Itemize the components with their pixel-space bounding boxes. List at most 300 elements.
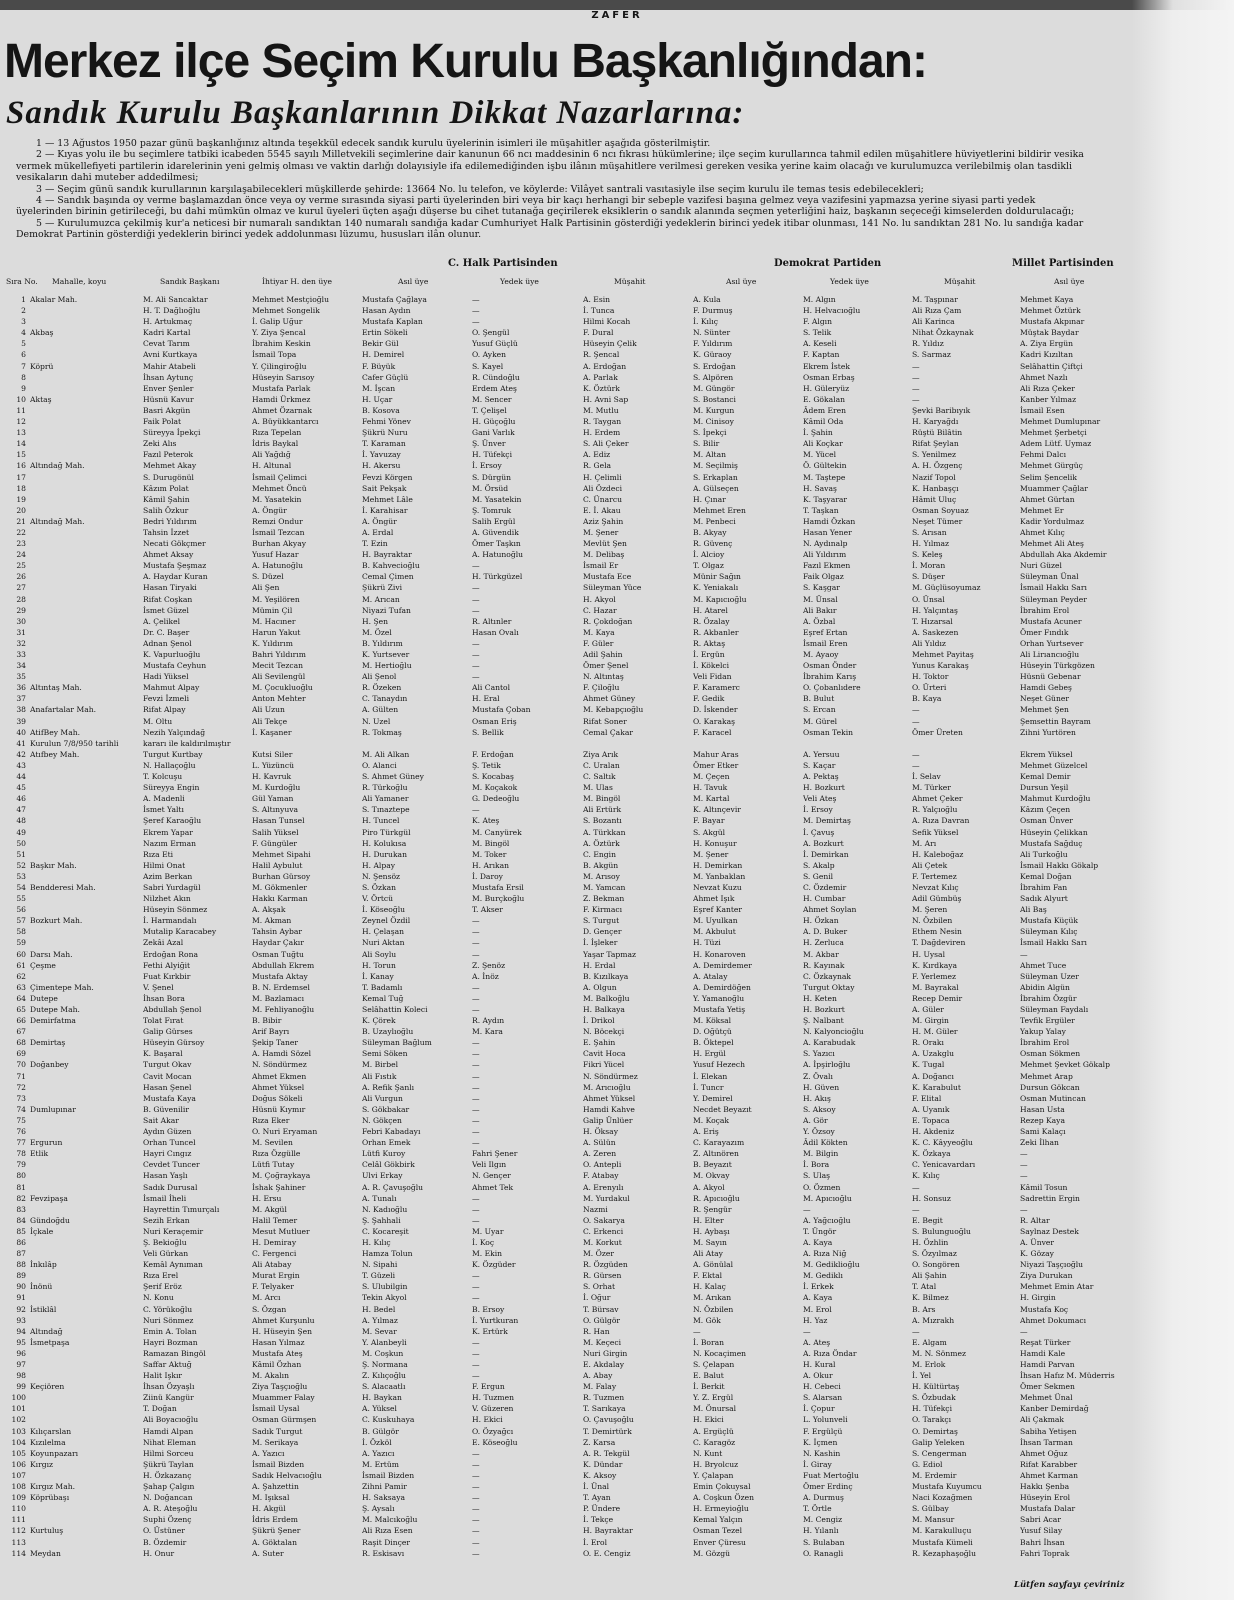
cell-mp-asil-uye: Zeki İlhan bbox=[1020, 1138, 1059, 1148]
cell-sandik-baskani: Necati Gökçmer bbox=[143, 539, 206, 549]
table-row bbox=[0, 1481, 1234, 1492]
cell-chp-asil-uye: H. Akersu bbox=[362, 461, 401, 471]
cell-dp-yedek-uye: A. Özbal bbox=[803, 616, 836, 626]
cell-dp-asil-uye: İ. Tuncr bbox=[693, 1082, 724, 1092]
cell-mp-asil-uye: Kanber Yılmaz bbox=[1020, 394, 1077, 404]
cell-sira-no: 48 bbox=[16, 816, 26, 826]
cell-ihtiyar-uye: F. Telyaker bbox=[252, 1282, 294, 1292]
table-row bbox=[0, 438, 1234, 449]
cell-dp-yedek-uye: Ahmet Soylan bbox=[803, 905, 857, 915]
cell-ihtiyar-uye: M. Akalın bbox=[252, 1371, 289, 1381]
cell-ihtiyar-uye: Abdullah Ekrem bbox=[252, 960, 315, 970]
cell-dp-yedek-uye: Z. Övalı bbox=[803, 1071, 833, 1081]
cell-sandik-baskani: Avni Kurtkaya bbox=[143, 350, 198, 360]
cell-ihtiyar-uye: Rıza Tepelan bbox=[252, 428, 302, 438]
cell-dp-yedek-uye: İ. Giray bbox=[803, 1459, 832, 1469]
cell-chp-yedek-uye: Mustafa Çoban bbox=[472, 705, 531, 715]
cell-sira-no: 20 bbox=[16, 505, 26, 515]
cell-chp-asil-uye: Bekir Gül bbox=[362, 339, 399, 349]
cell-sandik-baskani: Hüseyin Sönmez bbox=[143, 905, 208, 915]
cell-mp-asil-uye: Kadri Kızıltan bbox=[1020, 350, 1073, 360]
cell-sandik-baskani: Süreyya Engin bbox=[143, 783, 200, 793]
cell-mp-asil-uye: R. Altar bbox=[1020, 1215, 1050, 1225]
cell-chp-musahit: M. Yurdakul bbox=[583, 1193, 630, 1203]
cell-sira-no: 16 bbox=[16, 461, 26, 471]
table-row bbox=[0, 749, 1234, 760]
cell-ihtiyar-uye: Anton Mehter bbox=[252, 694, 306, 704]
cell-dp-musahit: M. Arı bbox=[912, 838, 937, 848]
cell-sandik-baskani: A. Haydar Kuran bbox=[143, 572, 208, 582]
table-row bbox=[0, 616, 1234, 627]
cell-ihtiyar-uye: K. Yıldırım bbox=[252, 638, 293, 648]
cell-ihtiyar-uye: Osman Gürmşen bbox=[252, 1415, 317, 1425]
cell-ihtiyar-uye: İdris Baykal bbox=[252, 439, 299, 449]
cell-chp-musahit: A. Abay bbox=[583, 1371, 613, 1381]
cell-ihtiyar-uye: M. Çoğraykaya bbox=[252, 1171, 311, 1181]
cell-ihtiyar-uye: Yusuf Hazar bbox=[252, 550, 299, 560]
cell-chp-musahit: N. Söndürmez bbox=[583, 1071, 638, 1081]
table-row bbox=[0, 1059, 1234, 1070]
cell-dp-yedek-uye: S. Ercan bbox=[803, 705, 836, 715]
cell-ihtiyar-uye: Ahmet Ekmen bbox=[252, 1071, 307, 1081]
cell-dp-asil-uye: B. Akyay bbox=[693, 527, 727, 537]
cell-ihtiyar-uye: İ. Galip Uğur bbox=[252, 317, 303, 327]
cell-dp-musahit: A. Doğancı bbox=[912, 1071, 954, 1081]
cell-sira-no: 114 bbox=[11, 1548, 26, 1558]
cell-sandik-baskani: Kâmil Şahin bbox=[143, 494, 190, 504]
cell-dp-asil-uye: K. Altınçevir bbox=[693, 805, 741, 815]
cell-dp-asil-uye: M. Okvay bbox=[693, 1171, 730, 1181]
cell-sira-no: 14 bbox=[16, 439, 26, 449]
cell-dp-asil-uye: M. Cinisoy bbox=[693, 417, 734, 427]
cell-ihtiyar-uye: Doğus Sökeli bbox=[252, 1093, 303, 1103]
cell-mp-asil-uye: Osman Sökmen bbox=[1020, 1049, 1081, 1059]
table-row bbox=[0, 1326, 1234, 1337]
table-row bbox=[0, 1248, 1234, 1259]
cell-sira-no: 88 bbox=[16, 1260, 26, 1270]
cell-chp-asil-uye: M. Arıcan bbox=[362, 594, 400, 604]
cell-dp-yedek-uye: O. Ranagli bbox=[803, 1548, 844, 1558]
cell-mp-asil-uye: Mahmut Kurdoğlu bbox=[1020, 794, 1091, 804]
cell-ihtiyar-uye: M. Kurdoğlu bbox=[252, 783, 301, 793]
table-row bbox=[0, 727, 1234, 738]
table-row bbox=[0, 1414, 1234, 1425]
cell-chp-musahit: Galip Ünlüer bbox=[583, 1115, 633, 1125]
cell-dp-yedek-uye: L. Yolunveli bbox=[803, 1415, 848, 1425]
cell-chp-asil-uye: Ş. Aysalı bbox=[362, 1504, 395, 1514]
cell-mahalle: Demirfatma bbox=[30, 1016, 76, 1026]
cell-chp-musahit: Ahmet Yüksel bbox=[583, 1093, 636, 1103]
cell-dp-asil-uye: İ. Alcioy bbox=[693, 550, 725, 560]
cell-chp-asil-uye: N. Kadıoğlu bbox=[362, 1204, 408, 1214]
cell-chp-yedek-uye: — bbox=[472, 1193, 480, 1203]
cell-ihtiyar-uye: Mümin Çil bbox=[252, 605, 293, 615]
cell-ihtiyar-uye: Kutsi Siler bbox=[252, 749, 293, 759]
cell-dp-musahit: H. Kültürtaş bbox=[912, 1382, 960, 1392]
cell-dp-asil-uye: S. Erdoğan bbox=[693, 361, 736, 371]
cell-chp-asil-uye: K. Çörek bbox=[362, 1016, 396, 1026]
cell-dp-asil-uye: O. Karakaş bbox=[693, 716, 735, 726]
cell-mahalle: Dumlupınar bbox=[30, 1104, 76, 1114]
cell-ihtiyar-uye: A. Suter bbox=[252, 1548, 284, 1558]
cell-chp-musahit: Aziz Şahin bbox=[583, 516, 624, 526]
cell-dp-musahit: H. Özhlin bbox=[912, 1237, 949, 1247]
cell-dp-asil-uye: Ali Atay bbox=[693, 1249, 723, 1259]
cell-chp-musahit: R. Gürsen bbox=[583, 1271, 622, 1281]
cell-chp-musahit: A. Parlak bbox=[583, 372, 618, 382]
cell-ihtiyar-uye: H. Hüseyin Şen bbox=[252, 1326, 312, 1336]
cell-dp-asil-uye: H. Aybaşı bbox=[693, 1226, 730, 1236]
cell-sira-no: 106 bbox=[11, 1459, 26, 1469]
cell-sira-no: 23 bbox=[16, 539, 26, 549]
cell-chp-musahit: M. Balkoğlu bbox=[583, 993, 630, 1003]
cell-mahalle: Bendderesi Mah. bbox=[30, 882, 96, 892]
cell-dp-asil-uye: M. Kurgun bbox=[693, 405, 735, 415]
cell-ihtiyar-uye: Halil Aybulut bbox=[252, 860, 303, 870]
cell-chp-yedek-uye: — bbox=[472, 993, 480, 1003]
cell-dp-yedek-uye: M. Algın bbox=[803, 295, 836, 304]
cell-dp-yedek-uye: İ. Demirkan bbox=[803, 849, 849, 859]
cell-mahalle: Altıntaş Mah. bbox=[30, 683, 82, 693]
cell-ihtiyar-uye: Ziya Taşçıoğlu bbox=[252, 1382, 308, 1392]
cell-dp-musahit: M. Bayrakal bbox=[912, 982, 959, 992]
cell-dp-asil-uye: M. Kapıcıoğlu bbox=[693, 594, 747, 604]
cell-ihtiyar-uye: Mehmet Sipahi bbox=[252, 849, 311, 859]
cell-dp-yedek-uye: Ö. Gültekin bbox=[803, 461, 847, 471]
cell-chp-yedek-uye: — bbox=[472, 1348, 480, 1358]
section-mp: Millet Partisinden bbox=[1012, 258, 1114, 269]
cell-sandik-baskani: Nezih Yalçındağ bbox=[143, 727, 206, 737]
cell-chp-musahit: R. Özgüden bbox=[583, 1260, 628, 1270]
cell-dp-musahit: Ethem Nesin bbox=[912, 927, 962, 937]
cell-ihtiyar-uye: Hüseyin Sarısoy bbox=[252, 372, 315, 382]
table-row bbox=[0, 1082, 1234, 1093]
cell-chp-yedek-uye: Fahri Şener bbox=[472, 1149, 518, 1159]
cell-ihtiyar-uye: B. N. Erdemsel bbox=[252, 982, 310, 992]
cell-dp-asil-uye: D. Oğütçü bbox=[693, 1027, 732, 1037]
notice-item: 2 — Kıyas yolu ile bu seçimlere tatbiki icabeden 5545 sayılı Milletvekili seçimlerine dair kanunun 66 ncı maddesinin 6 ncı fıkrası hükümlerine; ilçe seçim kurullarınca tahmil edilen müşahitlere hüviyetlerini bildirir vesika vermek mükellefiyeti partilerin idarelerinin yeni gelmiş olması ve vaktin darlığı dolayısiyle ifa edilemediğinden işbu ilânın müşahitlere verilmesi gereken vesika yerine kaim olacağı ve kurulumuzca verilebilmiş olan tasdikli vesikaların dahi muteber addedilmesi; bbox=[16, 149, 1084, 184]
cell-ihtiyar-uye: H. Akgül bbox=[252, 1504, 286, 1514]
table-row bbox=[0, 882, 1234, 893]
cell-mp-asil-uye: İsmail Hakkı Sarı bbox=[1020, 938, 1087, 948]
table-row bbox=[0, 1226, 1234, 1237]
cell-dp-musahit: H. Karyağdı bbox=[912, 417, 959, 427]
cell-dp-asil-uye: İ. Kökelci bbox=[693, 661, 730, 671]
cell-chp-asil-uye: A. R. Çavuşoğlu bbox=[362, 1182, 424, 1192]
cell-sira-no: 36 bbox=[16, 683, 26, 693]
cell-dp-yedek-uye: C. Özkaynak bbox=[803, 971, 852, 981]
cell-chp-yedek-uye: — bbox=[472, 1459, 480, 1469]
cell-dp-asil-uye: Mahur Aras bbox=[693, 749, 739, 759]
cell-chp-yedek-uye: — bbox=[472, 1049, 480, 1059]
cell-chp-yedek-uye: Salih Ergül bbox=[472, 516, 516, 526]
cell-sandik-baskani: Ali Boyacıoğlu bbox=[143, 1415, 199, 1425]
cell-sandik-baskani: Rifat Coşkan bbox=[143, 594, 193, 604]
cell-dp-yedek-uye: İsmail Eren bbox=[803, 638, 848, 648]
cell-chp-yedek-uye: M. Örsüd bbox=[472, 483, 509, 493]
cell-chp-musahit: Z. Karsa bbox=[583, 1437, 616, 1447]
cell-mp-asil-uye: Ömer Fındık bbox=[1020, 627, 1069, 637]
cell-sira-no: 53 bbox=[16, 871, 26, 881]
cell-sandik-baskani: Sezih Erkan bbox=[143, 1215, 190, 1225]
cell-dp-asil-uye: Enver Çüresu bbox=[693, 1537, 746, 1547]
cell-dp-asil-uye: H. Tavuk bbox=[693, 783, 728, 793]
cell-dp-yedek-uye: S. Kaşgar bbox=[803, 583, 840, 593]
cell-sira-no: 46 bbox=[16, 794, 26, 804]
cell-dp-yedek-uye: H. Akış bbox=[803, 1093, 831, 1103]
cell-chp-asil-uye: C. Tanaydın bbox=[362, 694, 408, 704]
cell-dp-asil-uye: M. Arıkan bbox=[693, 1293, 732, 1303]
cell-dp-musahit: Yunus Karakaş bbox=[912, 661, 969, 671]
cell-mp-asil-uye: — bbox=[1020, 1204, 1028, 1214]
cell-sandik-baskani: Tahsin İzzet bbox=[143, 527, 190, 537]
cell-chp-musahit: O. E. Cengiz bbox=[583, 1548, 631, 1558]
cell-chp-yedek-uye: — bbox=[472, 1215, 480, 1225]
cell-chp-yedek-uye: H. Arıkan bbox=[472, 860, 510, 870]
cell-dp-yedek-uye: M. Bilgin bbox=[803, 1149, 839, 1159]
cell-dp-musahit: S. Yenilmez bbox=[912, 450, 957, 460]
cell-dp-yedek-uye: Y. Özsoy bbox=[803, 1127, 835, 1137]
table-row bbox=[0, 416, 1234, 427]
cell-dp-asil-uye: H. Çınar bbox=[693, 494, 726, 504]
cell-dp-asil-uye: F. Karacel bbox=[693, 727, 732, 737]
cell-ihtiyar-uye: Osman Tuğtu bbox=[252, 949, 304, 959]
cell-dp-asil-uye: M. Gök bbox=[693, 1315, 721, 1325]
table-row bbox=[0, 904, 1234, 915]
cell-chp-asil-uye: Zeynel Özdil bbox=[362, 916, 411, 926]
cell-dp-yedek-uye: — bbox=[803, 1204, 811, 1214]
cell-mp-asil-uye: Kâmil Tosun bbox=[1020, 1182, 1068, 1192]
cell-dp-musahit: — bbox=[912, 716, 920, 726]
cell-sira-no: 39 bbox=[16, 716, 26, 726]
cell-dp-asil-uye: Veli Fidan bbox=[693, 672, 732, 682]
table-row bbox=[0, 1026, 1234, 1037]
cell-mp-asil-uye: Rezep Kaya bbox=[1020, 1115, 1065, 1125]
cell-mp-asil-uye: Rifat Karabber bbox=[1020, 1459, 1078, 1469]
cell-dp-musahit: Mustafa Kümeli bbox=[912, 1537, 973, 1547]
cell-chp-yedek-uye: B. Ersoy bbox=[472, 1304, 505, 1314]
cell-dp-musahit: T. Dağdeviren bbox=[912, 938, 966, 948]
cell-chp-musahit: İsmail Er bbox=[583, 561, 619, 571]
cell-dp-musahit: M. N. Sönmez bbox=[912, 1348, 966, 1358]
table-row bbox=[0, 638, 1234, 649]
cell-chp-yedek-uye: G. Dedeoğlu bbox=[472, 794, 520, 804]
cell-dp-musahit: H. Toktor bbox=[912, 672, 949, 682]
cell-dp-yedek-uye: H. Güven bbox=[803, 1082, 840, 1092]
cell-mp-asil-uye: Muammer Çağlar bbox=[1020, 483, 1088, 493]
cell-dp-musahit: İ. Yel bbox=[912, 1371, 932, 1381]
cell-mp-asil-uye: Tevfik Ergüler bbox=[1020, 1016, 1075, 1026]
cell-chp-asil-uye: Süleyman Bağlum bbox=[362, 1038, 432, 1048]
table-row bbox=[0, 1159, 1234, 1170]
cell-dp-yedek-uye: S. Genil bbox=[803, 871, 834, 881]
cell-dp-asil-uye: S. Akgül bbox=[693, 827, 726, 837]
cell-sira-no: 38 bbox=[16, 705, 26, 715]
cell-chp-yedek-uye: H. Tuzmen bbox=[472, 1393, 514, 1403]
cell-dp-musahit: Naci Kozağmen bbox=[912, 1493, 973, 1503]
cell-chp-musahit: H. Öksay bbox=[583, 1127, 618, 1137]
cell-dp-yedek-uye: N. Aydınalp bbox=[803, 539, 848, 549]
cell-mahalle: Dutepe bbox=[30, 993, 58, 1003]
table-row bbox=[0, 693, 1234, 704]
cell-chp-musahit: P. Ündere bbox=[583, 1504, 621, 1514]
cell-mp-asil-uye: Müştak Baydar bbox=[1020, 328, 1079, 338]
cell-chp-yedek-uye: H. Güçoğlu bbox=[472, 417, 516, 427]
cell-chp-yedek-uye: Hasan Ovalı bbox=[472, 627, 519, 637]
cell-dp-musahit: H. Akdeniz bbox=[912, 1127, 955, 1137]
cell-dp-asil-uye: A. Demirdöğen bbox=[693, 982, 751, 992]
cell-dp-asil-uye: N. Kunt bbox=[693, 1448, 723, 1458]
cell-chp-musahit: F. Güler bbox=[583, 638, 614, 648]
cell-chp-asil-uye: Fehmi Yönev bbox=[362, 417, 411, 427]
cell-sandik-baskani: Hayri Bozman bbox=[143, 1337, 198, 1347]
cell-dp-yedek-uye: S. Kaçar bbox=[803, 760, 836, 770]
cell-ihtiyar-uye: İsmail Çelimci bbox=[252, 472, 307, 482]
cell-chp-musahit: Cemal Çakar bbox=[583, 727, 633, 737]
cell-sandik-baskani: Hilmi Onat bbox=[143, 860, 186, 870]
cell-chp-yedek-uye: S. Bellik bbox=[472, 727, 504, 737]
cell-chp-musahit: T. Sarıkaya bbox=[583, 1404, 626, 1414]
cell-chp-asil-uye: R. Türkoğlu bbox=[362, 783, 408, 793]
masthead: ZAFER bbox=[591, 10, 643, 21]
cell-chp-musahit: M. Ulas bbox=[583, 783, 613, 793]
table-row bbox=[0, 1137, 1234, 1148]
cell-dp-musahit: A. Rıza Davran bbox=[912, 816, 970, 826]
cell-sira-no: 56 bbox=[16, 905, 26, 915]
cell-dp-asil-uye: F. Durmuş bbox=[693, 306, 733, 316]
cell-dp-asil-uye: H. Ekici bbox=[693, 1415, 724, 1425]
cell-dp-asil-uye: C. Karagöz bbox=[693, 1437, 736, 1447]
table-row bbox=[0, 1348, 1234, 1359]
cell-ihtiyar-uye: Haydar Çakır bbox=[252, 938, 304, 948]
cell-chp-musahit: C. Saltık bbox=[583, 772, 616, 782]
cell-dp-asil-uye: H. Ergül bbox=[693, 1049, 726, 1059]
cell-chp-yedek-uye: Gani Varlık bbox=[472, 428, 515, 438]
cell-sira-no: 57 bbox=[16, 916, 26, 926]
cell-mp-asil-uye: Kemal Demir bbox=[1020, 772, 1071, 782]
cell-dp-asil-uye: A. Gönülal bbox=[693, 1260, 734, 1270]
cell-sandik-baskani: Şerif Eröz bbox=[143, 1282, 182, 1292]
cell-sira-no: 13 bbox=[16, 428, 26, 438]
cell-chp-asil-uye: Zihni Pamir bbox=[362, 1482, 407, 1492]
cell-chp-musahit: M. Kebapçıoğlu bbox=[583, 705, 644, 715]
cell-mahalle: Bozkurt Mah. bbox=[30, 916, 83, 926]
cell-chp-yedek-uye: R. Altınler bbox=[472, 616, 512, 626]
table-row bbox=[0, 738, 1234, 749]
cell-mp-asil-uye: Mehmet Şen bbox=[1020, 705, 1069, 715]
cell-sandik-baskani: Süreyya İpekçi bbox=[143, 428, 201, 438]
cell-sira-no: 43 bbox=[16, 760, 26, 770]
cell-chp-musahit: F. Kirmacı bbox=[583, 905, 623, 915]
cell-mp-asil-uye: Fehmi Dalcı bbox=[1020, 450, 1067, 460]
cell-dp-yedek-uye: A. Durmuş bbox=[803, 1493, 844, 1503]
cell-sandik-baskani: Fethi Alyiğit bbox=[143, 960, 191, 970]
cell-dp-musahit: A. Saskezen bbox=[912, 627, 959, 637]
cell-chp-asil-uye: İsmail Bizden bbox=[362, 1470, 415, 1480]
cell-sandik-baskani: Nazım Erman bbox=[143, 838, 197, 848]
cell-ihtiyar-uye: Mehmet Öncü bbox=[252, 483, 307, 493]
cell-chp-asil-uye: Şükrü Nuru bbox=[362, 428, 408, 438]
cell-mp-asil-uye: İsmail Hakkı Sarı bbox=[1020, 583, 1087, 593]
cell-chp-musahit: M. Kaya bbox=[583, 627, 615, 637]
cell-mp-asil-uye: A. Ziya Ergün bbox=[1020, 339, 1074, 349]
cell-sira-no: 44 bbox=[16, 772, 26, 782]
table-row bbox=[0, 1525, 1234, 1536]
cell-dp-asil-uye: — bbox=[693, 1326, 701, 1336]
cell-dp-yedek-uye: A. Kaya bbox=[803, 1293, 833, 1303]
cell-dp-musahit: Neşet Tümer bbox=[912, 516, 963, 526]
cell-sandik-baskani: C. Yörükoğlu bbox=[143, 1304, 193, 1314]
cell-chp-musahit: O. Gülgör bbox=[583, 1315, 621, 1325]
cell-chp-yedek-uye: Ş. Tetik bbox=[472, 760, 501, 770]
cell-mp-asil-uye: — bbox=[1020, 949, 1028, 959]
cell-sira-no: 50 bbox=[16, 838, 26, 848]
cell-chp-musahit: Hamdi Kahve bbox=[583, 1104, 635, 1114]
cell-dp-asil-uye: A. Akyol bbox=[693, 1182, 725, 1192]
cell-sandik-baskani: kararı ile kaldırılmıştır bbox=[143, 738, 231, 748]
cell-sandik-baskani: Emin A. Tolan bbox=[143, 1326, 197, 1336]
table-row bbox=[0, 1304, 1234, 1315]
subheadline: Sandık Kurulu Başkanlarının Dikkat Nazarlarına: bbox=[6, 95, 745, 131]
cell-chp-musahit: N. Böcekçi bbox=[583, 1027, 625, 1037]
cell-sira-no: 61 bbox=[16, 960, 26, 970]
cell-dp-musahit: Galip Yeleken bbox=[912, 1437, 965, 1447]
table-row bbox=[0, 1182, 1234, 1193]
cell-ihtiyar-uye: H. Demiray bbox=[252, 1237, 297, 1247]
cell-sira-no: 33 bbox=[16, 650, 26, 659]
cell-sandik-baskani: Rıza Eti bbox=[143, 849, 174, 859]
cell-sira-no: 59 bbox=[16, 938, 26, 948]
cell-dp-musahit: M. Türker bbox=[912, 783, 951, 793]
cell-mahalle: Kırgız Mah. bbox=[30, 1482, 76, 1492]
cell-dp-asil-uye: Münir Sağın bbox=[693, 572, 741, 582]
cell-mahalle: Altındağ Mah. bbox=[30, 516, 85, 526]
cell-sira-no: 89 bbox=[16, 1271, 26, 1281]
cell-dp-yedek-uye: A. Rıza Niğ bbox=[803, 1249, 847, 1259]
cell-sira-no: 94 bbox=[16, 1326, 26, 1336]
cell-sandik-baskani: Ş. Bekioğlu bbox=[143, 1237, 187, 1247]
cell-dp-musahit: S. Özyılmaz bbox=[912, 1249, 957, 1259]
cell-dp-musahit: K. Hanbaşçı bbox=[912, 483, 959, 493]
table-row bbox=[0, 1015, 1234, 1026]
cell-chp-yedek-uye: A. Hatunoğlu bbox=[472, 550, 524, 560]
cell-sira-no: 99 bbox=[16, 1382, 26, 1392]
cell-sira-no: 37 bbox=[16, 694, 26, 704]
cell-sandik-baskani: Mehmet Akay bbox=[143, 461, 197, 471]
cell-chp-musahit: Rifat Soner bbox=[583, 716, 627, 726]
cell-chp-yedek-uye: — bbox=[472, 1271, 480, 1281]
cell-ihtiyar-uye: Ali Yağdığ bbox=[252, 450, 291, 460]
table-row bbox=[0, 527, 1234, 538]
cell-dp-asil-uye: M. Uyulkan bbox=[693, 916, 738, 926]
cell-chp-asil-uye: H. Tuncel bbox=[362, 816, 400, 826]
cell-mahalle: Fevzipaşa bbox=[30, 1193, 68, 1203]
cell-mp-asil-uye: Mehmet Arap bbox=[1020, 1071, 1073, 1081]
cell-dp-musahit: Ömer Üreten bbox=[912, 727, 963, 737]
cell-chp-asil-uye: Celâl Gökbirk bbox=[362, 1160, 415, 1170]
cell-sira-no: 81 bbox=[16, 1182, 26, 1192]
cell-dp-musahit: Ali Çetek bbox=[912, 860, 948, 870]
cell-dp-yedek-uye: M. Taştepe bbox=[803, 472, 846, 482]
cell-mp-asil-uye: Mustafa Acuner bbox=[1020, 616, 1082, 626]
cell-dp-yedek-uye: Hasan Yener bbox=[803, 527, 852, 537]
cell-chp-yedek-uye: — bbox=[472, 1060, 480, 1070]
cell-chp-yedek-uye: Ş. Tomruk bbox=[472, 505, 512, 515]
cell-dp-yedek-uye: N. Kashin bbox=[803, 1448, 841, 1458]
cell-sandik-baskani: H. T. Dağlıoğlu bbox=[143, 306, 201, 316]
cell-ihtiyar-uye: Y. Ziya Şencal bbox=[252, 328, 306, 338]
table-row bbox=[0, 1170, 1234, 1181]
